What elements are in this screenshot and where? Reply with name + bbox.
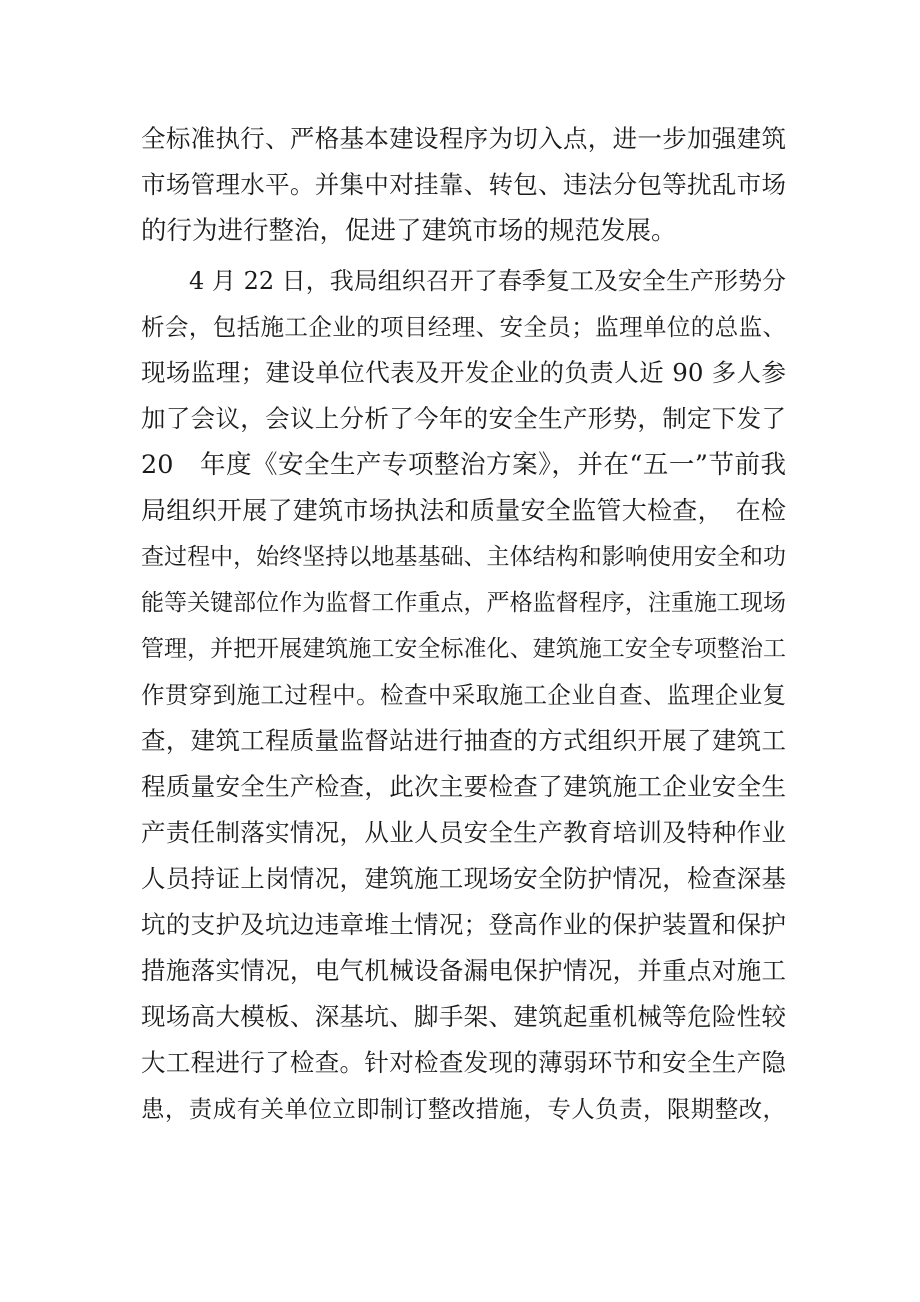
text-line: 措施落实情况，电气机械设备漏电保护情况，并重点对施工 bbox=[141, 956, 786, 985]
text-line: 产责任制落实情况，从业人员安全生产教育培训及特种作业 bbox=[141, 818, 786, 847]
paragraph-start-line: 4 月 22 日，我局组织召开了春季复工及安全生产形势分 bbox=[189, 267, 786, 295]
text-line: 查过程中，始终坚持以地基基础、主体结构和影响使用安全和功 bbox=[141, 544, 786, 570]
text-line: 人员持证上岗情况，建筑施工现场安全防护情况，检查深基 bbox=[141, 864, 786, 893]
text-line: 全标准执行、严格基本建设程序为切入点，进一步加强建筑 bbox=[141, 124, 786, 153]
text-line: 程质量安全生产检查，此次主要检查了建筑施工企业安全生 bbox=[141, 772, 786, 801]
text-line: 患，责成有关单位立即制订整改措施，专人负责，限期整改， bbox=[141, 1095, 786, 1123]
text-line: 析会，包括施工企业的项目经理、安全员；监理单位的总监、 bbox=[141, 313, 786, 341]
text-line: 现场监理；建设单位代表及开发企业的负责人近 90 多人参 bbox=[141, 358, 786, 387]
text-line: 能等关键部位作为监督工作重点，严格监督程序，注重施工现场 bbox=[141, 590, 786, 616]
text-line: 加了会议，会议上分析了今年的安全生产形势，制定下发了 bbox=[141, 404, 786, 433]
text-line: 坑的支护及坑边违章堆土情况；登高作业的保护装置和保护 bbox=[141, 910, 786, 939]
text-line: 现场高大模板、深基坑、脚手架、建筑起重机械等危险性较 bbox=[141, 1002, 786, 1031]
text-line: 的行为进行整治，促进了建筑市场的规范发展。 bbox=[141, 216, 677, 246]
text-line: 局组织开展了建筑市场执法和质量安全监管大检查， 在检 bbox=[141, 496, 786, 525]
text-line: 20 年度《安全生产专项整治方案》，并在“五一”节前我 bbox=[141, 450, 786, 480]
text-line: 作贯穿到施工过程中。检查中采取施工企业自查、监理企业复 bbox=[141, 681, 786, 709]
text-line: 管理，并把开展建筑施工安全标准化、建筑施工安全专项整治工 bbox=[141, 636, 786, 662]
text-line: 市场管理水平。并集中对挂靠、转包、违法分包等扰乱市场 bbox=[141, 170, 786, 199]
text-line: 大工程进行了检查。针对检查发现的薄弱环节和安全生产隐 bbox=[141, 1048, 786, 1077]
text-line: 查，建筑工程质量监督站进行抽查的方式组织开展了建筑工 bbox=[141, 726, 786, 755]
